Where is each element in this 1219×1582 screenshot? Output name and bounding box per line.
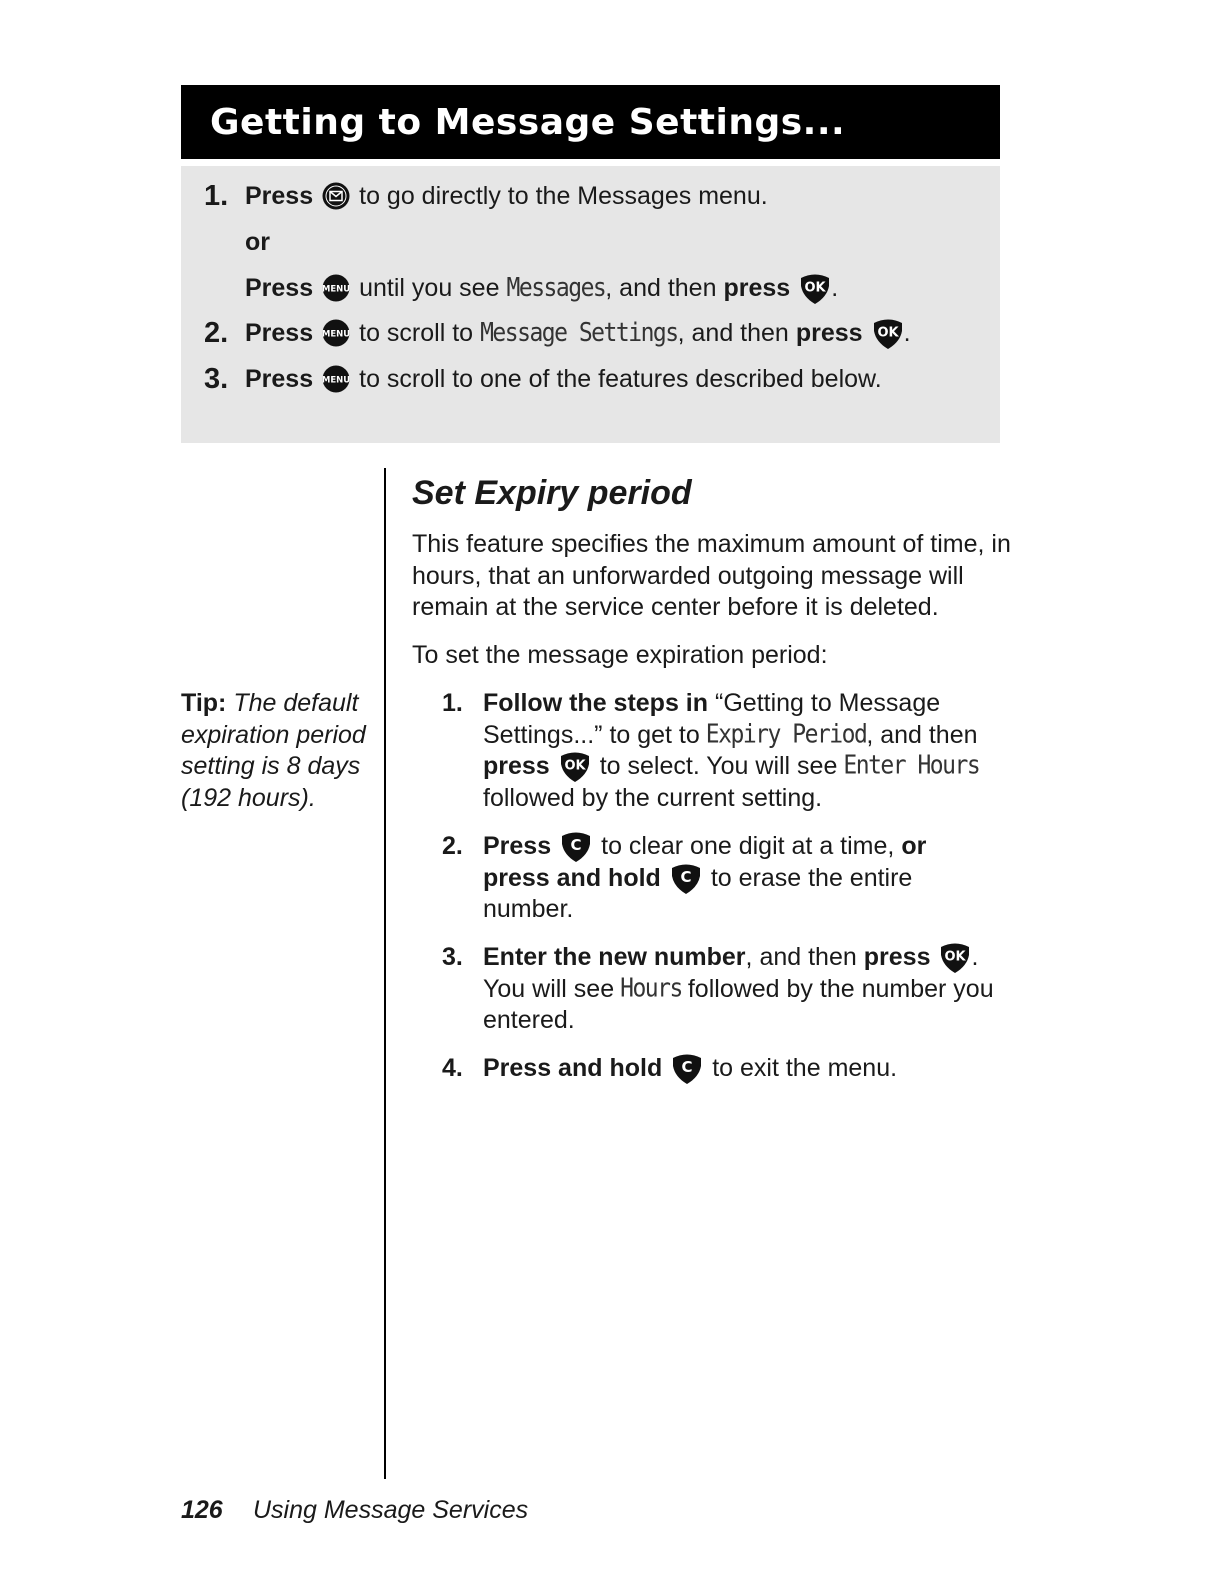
lcd-hours: Hours — [620, 973, 682, 1003]
period: . — [831, 273, 839, 302]
page-number: 126 — [181, 1496, 223, 1524]
step-number: 2. — [204, 316, 229, 349]
press-label: Press — [245, 318, 314, 347]
section-lead: To set the message expiration period: — [412, 641, 828, 669]
ok-key-icon — [559, 750, 591, 783]
lcd-expiry-period: Expiry Period — [705, 719, 867, 749]
menu-key-icon — [322, 319, 350, 347]
ok-key-icon — [872, 317, 904, 350]
press-label: Press — [245, 364, 314, 393]
clear-key-icon — [670, 862, 702, 895]
step-text: until you see — [359, 273, 500, 302]
step-text: , and then — [677, 318, 789, 347]
item-text: number. — [483, 895, 574, 923]
lcd-enter-hours: Enter Hours — [843, 751, 980, 781]
item-bold: Follow the steps in — [483, 689, 709, 717]
menu-key-icon — [322, 274, 350, 302]
item-text: , and then — [745, 943, 857, 971]
item-text: Settings...” to get to — [483, 720, 700, 749]
steps-panel — [181, 166, 1000, 443]
press-label: press — [723, 273, 791, 302]
item-text: , and then — [866, 720, 978, 749]
item-text: to exit the menu. — [712, 1054, 898, 1082]
clear-key-icon — [560, 830, 592, 863]
item-number: 1. — [442, 689, 463, 717]
step-text: to scroll to one of the features described below. — [359, 364, 882, 393]
footer-section: Using Message Services — [253, 1496, 529, 1524]
item-text: You will see — [483, 974, 615, 1003]
item-text: followed by the current setting. — [483, 783, 823, 812]
item-bold: Enter the new number — [483, 943, 746, 971]
step-number: 3. — [204, 362, 229, 395]
press-label: press — [795, 318, 863, 347]
step-text: , and then — [605, 273, 717, 302]
item-bold: press and hold — [483, 863, 661, 892]
item-number: 3. — [442, 943, 463, 971]
period: . — [903, 318, 911, 347]
item-number: 4. — [442, 1054, 463, 1082]
tip-note — [181, 688, 371, 814]
press-label: Press — [245, 181, 314, 210]
or-label: or — [245, 227, 270, 256]
item-bold: Press — [483, 832, 552, 860]
tip-text: The default expiration period setting is 8 days (192 hours). — [181, 689, 366, 812]
item-text: . — [971, 943, 979, 971]
item-bold: press — [483, 752, 550, 780]
section-title: Set Expiry period — [412, 474, 692, 512]
clear-key-icon — [671, 1052, 703, 1085]
envelope-key-icon — [322, 182, 350, 210]
ok-key-icon — [799, 272, 831, 305]
tip-label: Tip: — [181, 689, 227, 717]
lcd-message-settings: Message Settings — [480, 318, 678, 348]
step-number: 1. — [204, 179, 229, 212]
item-bold: Press and hold — [483, 1054, 663, 1082]
item-number: 2. — [442, 832, 463, 860]
page-title: Getting to Message Settings... — [181, 85, 1000, 159]
ok-key-icon — [939, 941, 971, 974]
item-bold: press — [863, 943, 931, 971]
item-text: followed by the number you — [687, 974, 994, 1003]
step-text: to go directly to the Messages menu. — [359, 181, 768, 210]
section-intro: This feature specifies the maximum amount of time, in hours, that an unforwarded outgoing message will remain at the service center before it is deleted. — [412, 530, 1011, 621]
item-text: entered. — [483, 1006, 575, 1034]
item-bold: or — [901, 832, 927, 860]
item-text: to select. You will see — [599, 752, 838, 780]
item-text: to clear one digit at a time, — [601, 832, 895, 860]
lcd-messages: Messages — [506, 273, 606, 303]
item-text: to erase the entire — [710, 863, 913, 892]
step-text: to scroll to — [359, 318, 474, 347]
item-text: “Getting to Message — [715, 689, 941, 717]
menu-key-icon — [322, 365, 350, 393]
press-label: Press — [245, 273, 314, 302]
column-divider — [384, 468, 386, 1479]
